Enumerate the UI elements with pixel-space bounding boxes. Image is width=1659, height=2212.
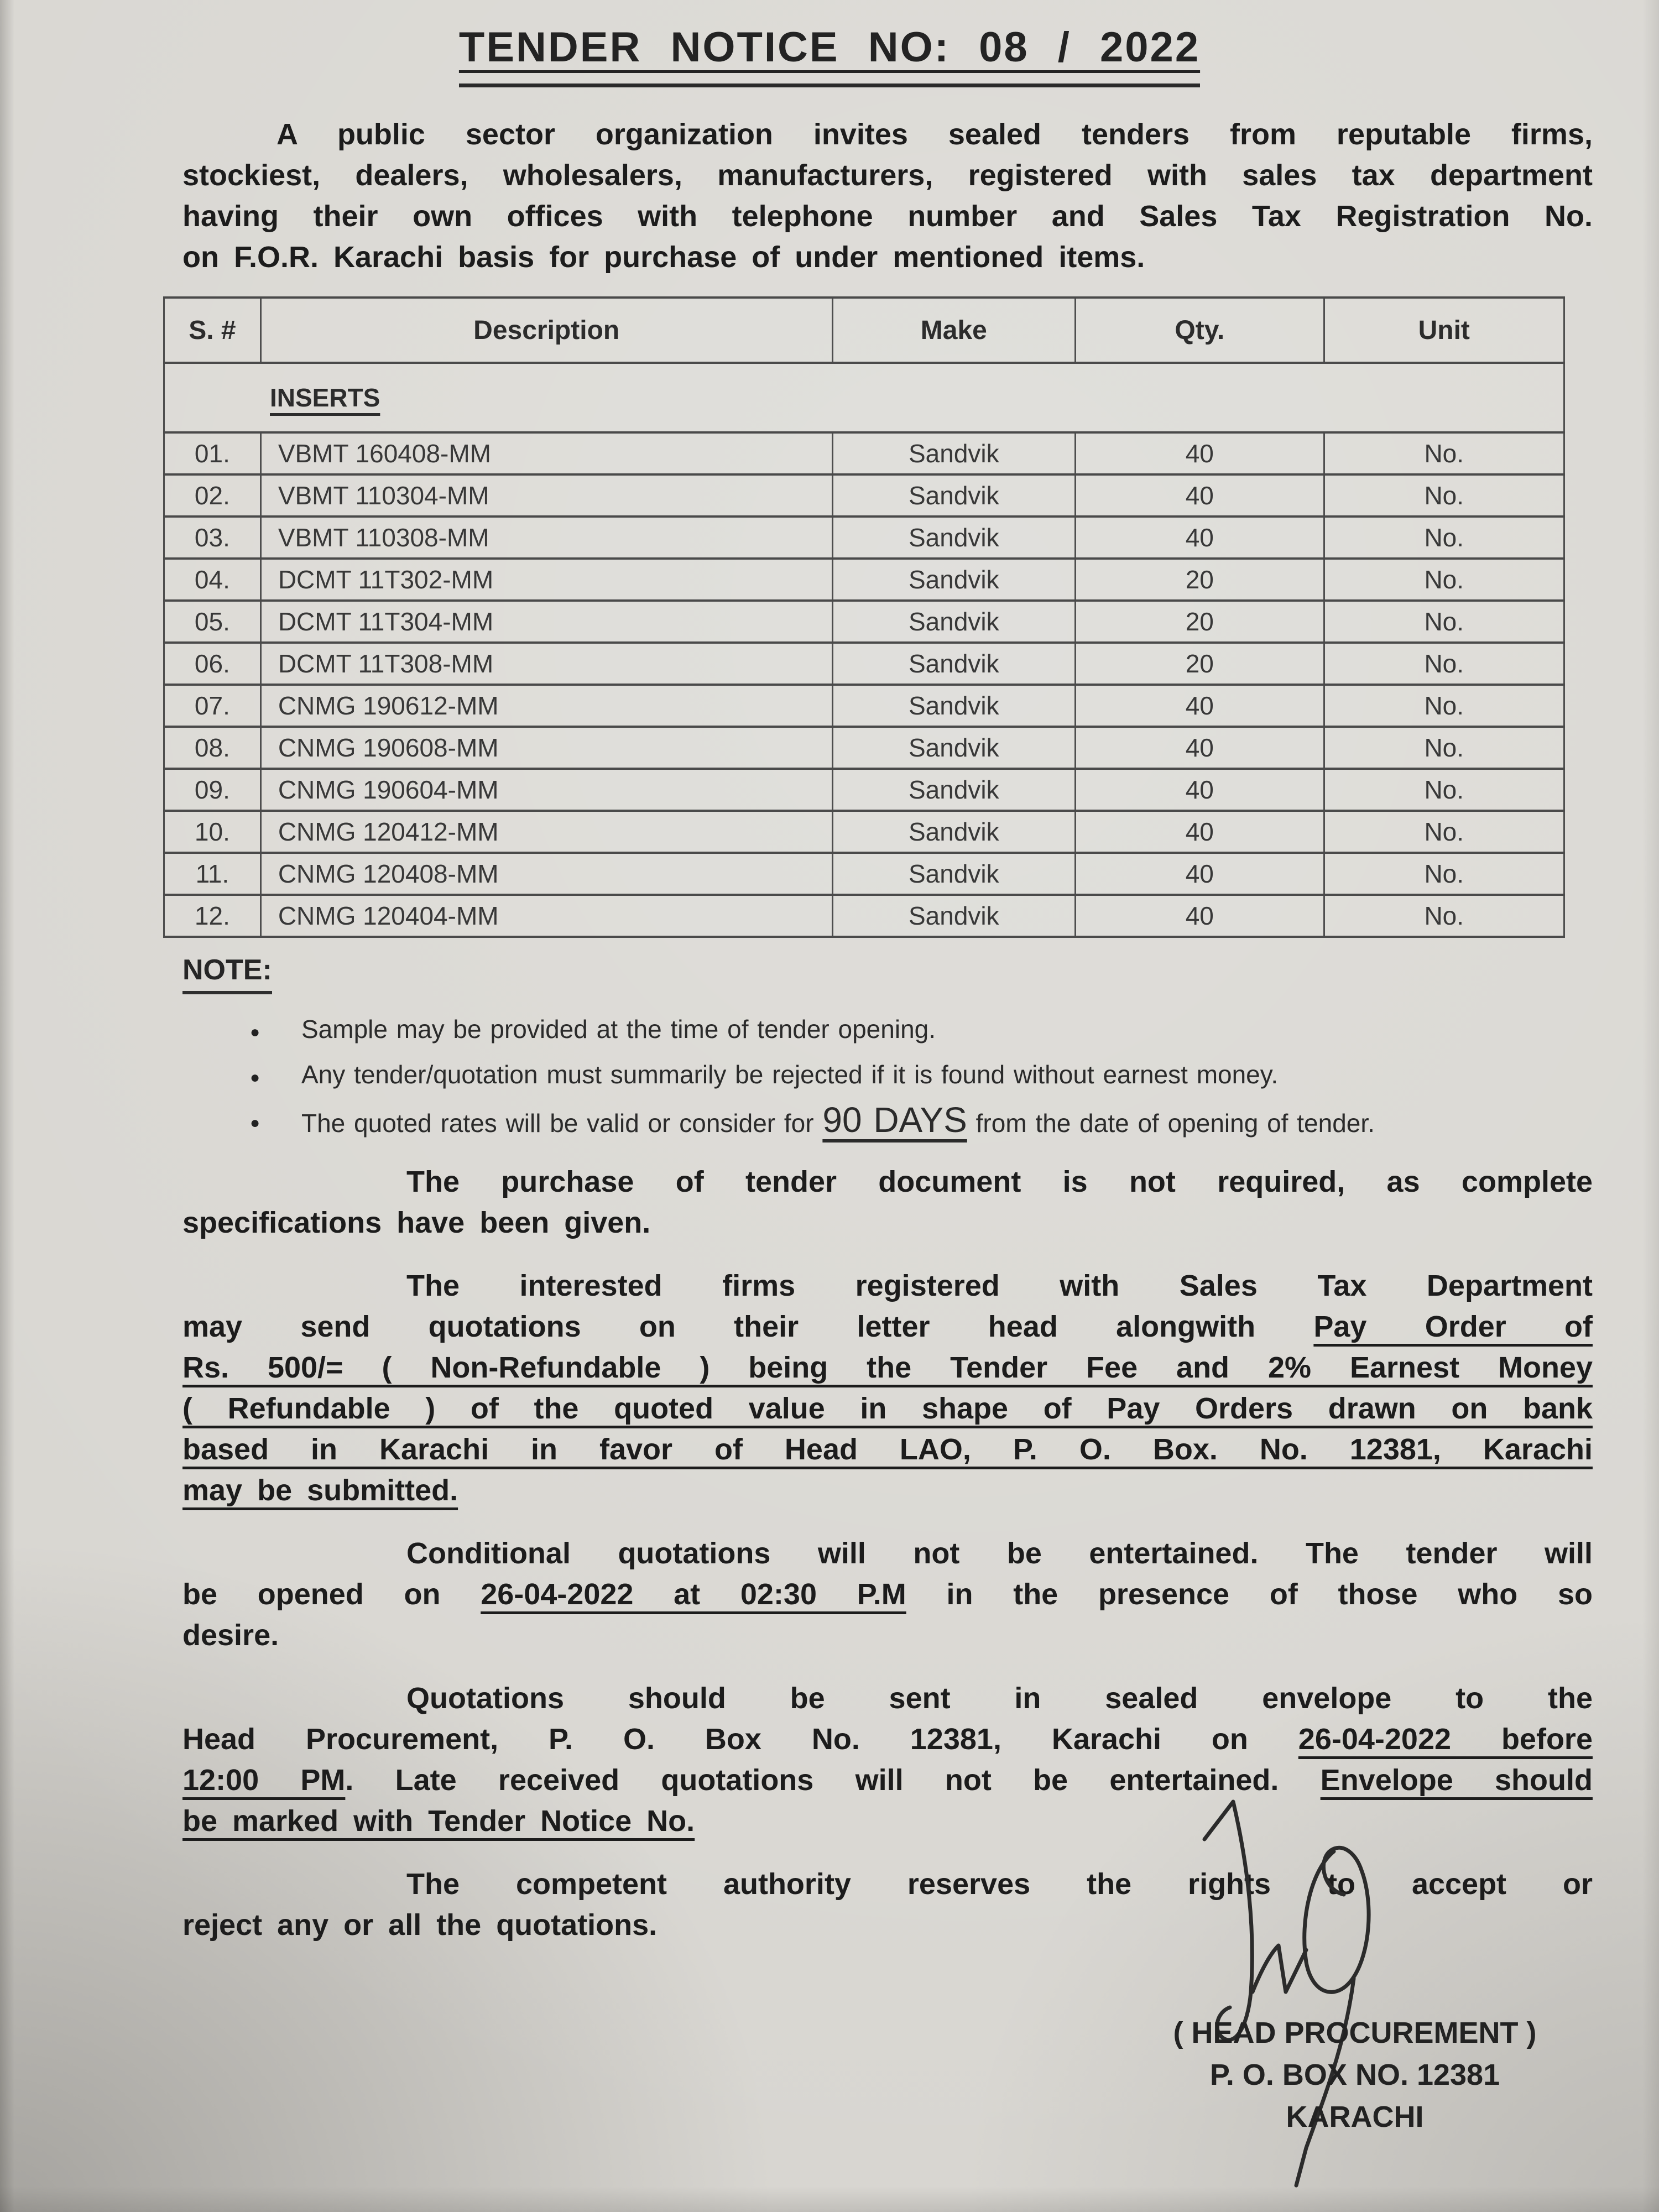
table-row <box>164 769 1564 811</box>
signatory-title: ( HEAD PROCUREMENT ) <box>1173 2016 1537 2049</box>
column-header: Qty. <box>1076 298 1324 363</box>
table-cell-make: Sandvik <box>832 517 1076 559</box>
text-segment: The competent authority reserves the rights to accept or <box>406 1867 1593 1901</box>
text-segment: based in Karachi in favor of Head LAO, P. O. Box. No. 12381, Karachi <box>182 1433 1593 1466</box>
signatory-city: KARACHI <box>1286 2100 1424 2133</box>
table-cell-sn: 08. <box>164 727 261 769</box>
text-segment: 26-04-2022 at 02:30 P.M <box>481 1578 906 1611</box>
body-paragraph <box>182 1161 1593 1243</box>
table-cell-make: Sandvik <box>832 432 1076 474</box>
group-label: INSERTS <box>270 383 380 412</box>
note-bullet <box>182 1100 1593 1140</box>
group-label-cell <box>164 363 1564 432</box>
table-cell-make: Sandvik <box>832 643 1076 685</box>
text-segment: A public sector organization invites sealed tenders from reputable firms, <box>276 118 1593 151</box>
table-cell-description: CNMG 190604-MM <box>260 769 832 811</box>
text-segment: The purchase of tender document is not required, as complete <box>406 1165 1593 1198</box>
table-cell-make: Sandvik <box>832 811 1076 853</box>
table-cell-unit: No. <box>1324 685 1564 727</box>
paragraph-line <box>182 1533 1593 1574</box>
table-cell-description: CNMG 120408-MM <box>260 853 832 895</box>
group-row <box>164 363 1564 432</box>
intro-paragraph <box>182 114 1593 278</box>
table-row <box>164 432 1564 474</box>
text-segment: on F.O.R. Karachi basis for purchase of under mentioned items. <box>182 241 1145 274</box>
table-row <box>164 559 1564 601</box>
note-bullet-list <box>182 1013 1593 1139</box>
table-row <box>164 643 1564 685</box>
table-cell-make: Sandvik <box>832 853 1076 895</box>
note-bullet <box>182 1058 1593 1091</box>
table-cell-make: Sandvik <box>832 769 1076 811</box>
table-cell-unit: No. <box>1324 895 1564 937</box>
items-table <box>163 296 1565 938</box>
paragraph-line <box>182 1347 1593 1388</box>
column-header: Unit <box>1324 298 1564 363</box>
document-content <box>182 114 1593 1945</box>
paragraph-line <box>182 1678 1593 1719</box>
table-cell-sn: 11. <box>164 853 261 895</box>
table-cell-qty: 40 <box>1076 517 1324 559</box>
text-segment: The quoted rates will be valid or consider for <box>301 1109 823 1138</box>
page-title <box>0 0 1659 87</box>
body-paragraph <box>182 1533 1593 1656</box>
table-cell-qty: 40 <box>1076 811 1324 853</box>
signature-block <box>1078 2012 1631 2138</box>
table-cell-unit: No. <box>1324 853 1564 895</box>
table-cell-qty: 40 <box>1076 685 1324 727</box>
text-segment: Head Procurement, P. O. Box No. 12381, Karachi on <box>182 1723 1298 1756</box>
table-cell-description: DCMT 11T308-MM <box>260 643 832 685</box>
table-cell-qty: 40 <box>1076 727 1324 769</box>
table-cell-description: CNMG 190612-MM <box>260 685 832 727</box>
table-row <box>164 811 1564 853</box>
table-cell-qty: 40 <box>1076 474 1324 517</box>
text-segment: 26-04-2022 before <box>1298 1723 1593 1756</box>
table-row <box>164 853 1564 895</box>
table-cell-sn: 09. <box>164 769 261 811</box>
paragraph-line <box>182 1719 1593 1760</box>
table-cell-unit: No. <box>1324 727 1564 769</box>
table-cell-sn: 07. <box>164 685 261 727</box>
text-segment: having their own offices with telephone number and Sales Tax Registration No. <box>182 200 1593 233</box>
note-bullet <box>182 1013 1593 1045</box>
text-segment: desire. <box>182 1619 279 1652</box>
table-cell-unit: No. <box>1324 601 1564 643</box>
table-row <box>164 895 1564 937</box>
text-segment: Quotations should be sent in sealed envelope to the <box>406 1682 1593 1715</box>
table-cell-unit: No. <box>1324 643 1564 685</box>
table-cell-description: CNMG 120404-MM <box>260 895 832 937</box>
body-paragraph <box>182 1265 1593 1511</box>
page-title-text: TENDER NOTICE NO: 08 / 2022 <box>459 23 1200 87</box>
table-cell-description: DCMT 11T302-MM <box>260 559 832 601</box>
paragraph-line <box>182 1202 1593 1243</box>
table-cell-make: Sandvik <box>832 601 1076 643</box>
table-cell-make: Sandvik <box>832 727 1076 769</box>
paragraph-line <box>182 237 1593 278</box>
text-segment: Rs. 500/= ( Non-Refundable ) being the Tender Fee and 2% Earnest Money <box>182 1351 1593 1384</box>
text-segment: in the presence of those who so <box>906 1578 1593 1611</box>
table-cell-sn: 06. <box>164 643 261 685</box>
text-segment: Envelope should <box>1320 1764 1593 1797</box>
text-segment: may be submitted. <box>182 1474 458 1507</box>
text-segment: 12:00 PM <box>182 1764 346 1797</box>
column-header: Make <box>832 298 1076 363</box>
text-segment: stockiest, dealers, wholesalers, manufacturers, registered with sales tax department <box>182 159 1593 192</box>
table-cell-sn: 10. <box>164 811 261 853</box>
table-header-row <box>164 298 1564 363</box>
table-cell-description: CNMG 120412-MM <box>260 811 832 853</box>
table-cell-sn: 04. <box>164 559 261 601</box>
paragraph-line <box>182 1429 1593 1470</box>
text-segment: The interested firms registered with Sales Tax Department <box>406 1269 1593 1302</box>
table-cell-unit: No. <box>1324 517 1564 559</box>
text-segment: Conditional quotations will not be entertained. The tender will <box>406 1537 1593 1570</box>
paragraph-line <box>182 1161 1593 1202</box>
table-cell-qty: 20 <box>1076 559 1324 601</box>
table-cell-description: CNMG 190608-MM <box>260 727 832 769</box>
table-cell-qty: 20 <box>1076 643 1324 685</box>
text-segment: from the date of opening of tender. <box>967 1109 1375 1138</box>
table-cell-description: VBMT 110308-MM <box>260 517 832 559</box>
table-row <box>164 474 1564 517</box>
text-segment: be marked with Tender Notice No. <box>182 1804 695 1838</box>
table-row <box>164 727 1564 769</box>
table-cell-unit: No. <box>1324 769 1564 811</box>
note-label: NOTE: <box>182 953 272 994</box>
table-cell-make: Sandvik <box>832 559 1076 601</box>
table-cell-make: Sandvik <box>832 895 1076 937</box>
table-cell-qty: 40 <box>1076 853 1324 895</box>
table-cell-qty: 40 <box>1076 769 1324 811</box>
table-cell-qty: 40 <box>1076 895 1324 937</box>
paragraph-line <box>182 1388 1593 1429</box>
text-segment: be opened on <box>182 1578 481 1611</box>
text-segment: ( Refundable ) of the quoted value in shape of Pay Orders drawn on bank <box>182 1392 1593 1425</box>
table-cell-qty: 20 <box>1076 601 1324 643</box>
table-cell-sn: 12. <box>164 895 261 937</box>
table-cell-make: Sandvik <box>832 474 1076 517</box>
items-table-header <box>164 298 1564 363</box>
text-segment: reject any or all the quotations. <box>182 1908 658 1942</box>
text-segment: Any tender/quotation must summarily be rejected if it is found without earnest money. <box>301 1060 1279 1089</box>
table-cell-unit: No. <box>1324 559 1564 601</box>
column-header: Description <box>260 298 832 363</box>
table-cell-unit: No. <box>1324 811 1564 853</box>
text-segment: Pay Order of <box>1313 1310 1593 1343</box>
table-row <box>164 685 1564 727</box>
paragraph-line <box>182 1615 1593 1656</box>
paragraph-line <box>182 196 1593 237</box>
table-cell-unit: No. <box>1324 432 1564 474</box>
table-cell-sn: 03. <box>164 517 261 559</box>
text-segment: . Late received quotations will not be entertained. <box>345 1764 1321 1797</box>
table-cell-unit: No. <box>1324 474 1564 517</box>
paragraph-line <box>182 1574 1593 1615</box>
table-cell-sn: 01. <box>164 432 261 474</box>
table-row <box>164 601 1564 643</box>
table-cell-make: Sandvik <box>832 685 1076 727</box>
table-cell-description: DCMT 11T304-MM <box>260 601 832 643</box>
table-cell-sn: 02. <box>164 474 261 517</box>
paragraph-line <box>182 1265 1593 1306</box>
table-cell-qty: 40 <box>1076 432 1324 474</box>
text-segment: specifications have been given. <box>182 1206 651 1239</box>
table-cell-description: VBMT 110304-MM <box>260 474 832 517</box>
items-table-body <box>164 363 1564 937</box>
text-segment: may send quotations on their letter head alongwith <box>182 1310 1314 1343</box>
signatory-po-box: P. O. BOX NO. 12381 <box>1209 2058 1500 2091</box>
text-segment: Sample may be provided at the time of tender opening. <box>301 1015 936 1044</box>
paragraph-line <box>182 1306 1593 1347</box>
paragraph-line <box>182 155 1593 196</box>
column-header: S. # <box>164 298 261 363</box>
paragraph-line <box>182 114 1593 155</box>
paragraph-line <box>182 1470 1593 1511</box>
table-cell-description: VBMT 160408-MM <box>260 432 832 474</box>
text-segment: 90 DAYS <box>822 1100 967 1140</box>
table-row <box>164 517 1564 559</box>
table-cell-sn: 05. <box>164 601 261 643</box>
